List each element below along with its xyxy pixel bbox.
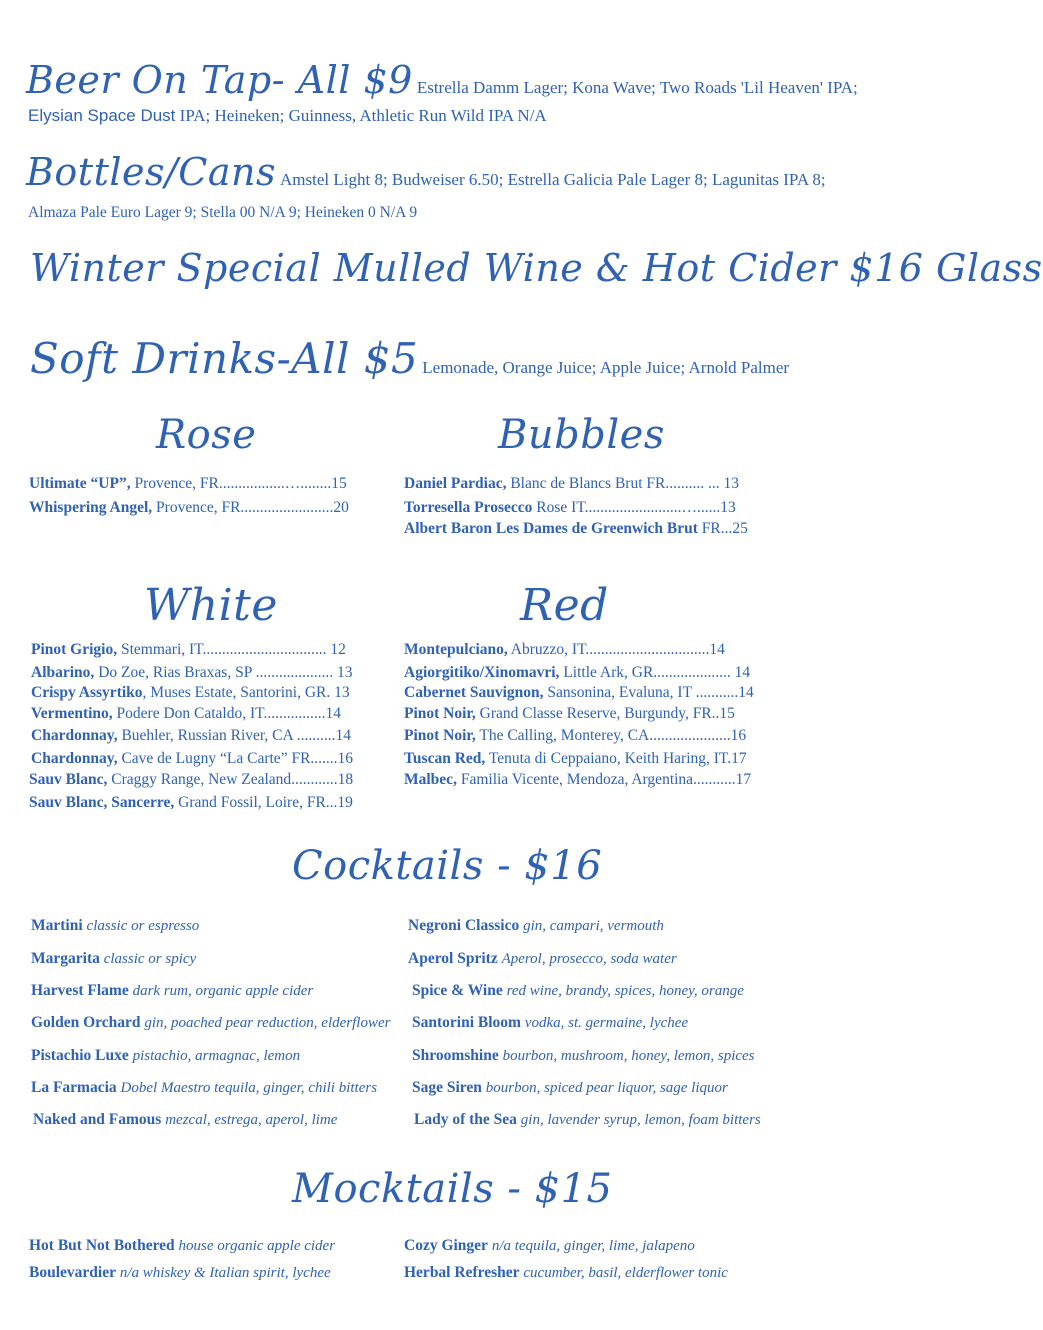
beer-list-line2: IPA; Heineken; Guinness, Athletic Run Wild IPA N/A: [175, 106, 547, 125]
list-item: Aperol Spritz Aperol, prosecco, soda water: [408, 950, 677, 967]
list-item: Cozy Ginger n/a tequila, ginger, lime, jalapeno: [404, 1237, 695, 1254]
rose-heading: Rose: [156, 412, 257, 458]
mocktails-heading: Mocktails - $15: [292, 1166, 613, 1212]
list-item: Spice & Wine red wine, brandy, spices, honey, orange: [412, 982, 744, 999]
bubbles-heading: Bubbles: [498, 412, 665, 458]
list-item: Martini classic or espresso: [31, 917, 200, 934]
list-item: Albarino, Do Zoe, Rias Braxas, SP .................... 13: [31, 664, 353, 681]
list-item: Sauv Blanc, Sancerre, Grand Fossil, Loire, FR...19: [29, 794, 353, 811]
list-item: Negroni Classico gin, campari, vermouth: [408, 917, 664, 934]
list-item: Margarita classic or spicy: [31, 950, 197, 967]
list-item: Torresella Prosecco Rose IT.........................…......13: [404, 499, 736, 516]
cocktails-heading: Cocktails - $16: [292, 843, 603, 889]
list-item: Chardonnay, Cave de Lugny “La Carte” FR.......16: [31, 750, 354, 767]
soft-drinks-section: [30, 334, 789, 383]
beer-section: [26, 58, 858, 102]
list-item: Malbec, Familia Vicente, Mendoza, Argentina...........17: [404, 771, 752, 788]
list-item: Daniel Pardiac, Blanc de Blancs Brut FR.......... ... 13: [404, 475, 739, 492]
list-item: Ultimate “UP”, Provence, FR.................…........15: [29, 475, 347, 492]
list-item: Montepulciano, Abruzzo, IT................................14: [404, 641, 725, 658]
list-item: Naked and Famous mezcal, estrega, aperol, lime: [33, 1111, 338, 1128]
list-item: Santorini Bloom vodka, st. germaine, lychee: [412, 1014, 689, 1031]
list-item: Pinot Noir, Grand Classe Reserve, Burgundy, FR..15: [404, 705, 735, 722]
list-item: Herbal Refresher cucumber, basil, elderflower tonic: [404, 1264, 728, 1281]
list-item: Hot But Not Bothered house organic apple cider: [29, 1237, 336, 1254]
soft-drinks-title: Soft Drinks-All $5: [30, 334, 419, 383]
white-heading: White: [144, 580, 278, 631]
list-item: Agiorgitiko/Xinomavri, Little Ark, GR.................... 14: [404, 664, 751, 681]
bottles-list-line1: Amstel Light 8; Budweiser 6.50; Estrella Galicia Pale Lager 8; Lagunitas IPA 8;: [280, 170, 826, 189]
list-item: Sauv Blanc, Craggy Range, New Zealand............18: [29, 771, 354, 788]
beer-title: Beer On Tap- All $9: [26, 58, 413, 102]
list-item: Sage Siren bourbon, spiced pear liquor, sage liquor: [412, 1079, 728, 1096]
bottles-list-line2: Almaza Pale Euro Lager 9; Stella 00 N/A 9; Heineken 0 N/A 9: [28, 204, 418, 221]
beer-list-line2-wrap: [28, 106, 547, 126]
red-heading: Red: [520, 580, 609, 631]
bottles-title: Bottles/Cans: [26, 150, 276, 194]
list-item: Harvest Flame dark rum, organic apple cider: [31, 982, 314, 999]
list-item: Pinot Noir, The Calling, Monterey, CA.....................16: [404, 727, 747, 744]
list-item: Pistachio Luxe pistachio, armagnac, lemon: [31, 1047, 301, 1064]
list-item: Golden Orchard gin, poached pear reduction, elderflower: [31, 1014, 391, 1031]
list-item: Tuscan Red, Tenuta di Ceppaiano, Keith Haring, IT.17: [404, 750, 747, 767]
beer-list-line1: Estrella Damm Lager; Kona Wave; Two Roads 'Lil Heaven' IPA;: [416, 78, 858, 97]
list-item: La Farmacia Dobel Maestro tequila, ginger, chili bitters: [31, 1079, 378, 1096]
list-item: Pinot Grigio, Stemmari, IT................................ 12: [31, 641, 346, 658]
list-item: Albert Baron Les Dames de Greenwich Brut FR...25: [404, 520, 748, 537]
winter-special-title: Winter Special Mulled Wine & Hot Cider $16 Glass: [30, 246, 1043, 290]
list-item: Shroomshine bourbon, mushroom, honey, lemon, spices: [412, 1047, 755, 1064]
list-item: Crispy Assyrtiko, Muses Estate, Santorini, GR. 13: [31, 684, 350, 701]
beer-highlight-name: Elysian Space Dust: [28, 106, 176, 125]
list-item: Boulevardier n/a whiskey & Italian spirit, lychee: [29, 1264, 331, 1281]
list-item: Lady of the Sea gin, lavender syrup, lemon, foam bitters: [414, 1111, 761, 1128]
list-item: Chardonnay, Buehler, Russian River, CA ..........14: [31, 727, 351, 744]
list-item: Cabernet Sauvignon, Sansonina, Evaluna, IT ...........14: [404, 684, 754, 701]
soft-drinks-list: Lemonade, Orange Juice; Apple Juice; Arnold Palmer: [422, 358, 790, 377]
list-item: Whispering Angel, Provence, FR........................20: [29, 499, 349, 516]
list-item: Vermentino, Podere Don Cataldo, IT................14: [31, 705, 341, 722]
bottles-section: [26, 150, 826, 194]
